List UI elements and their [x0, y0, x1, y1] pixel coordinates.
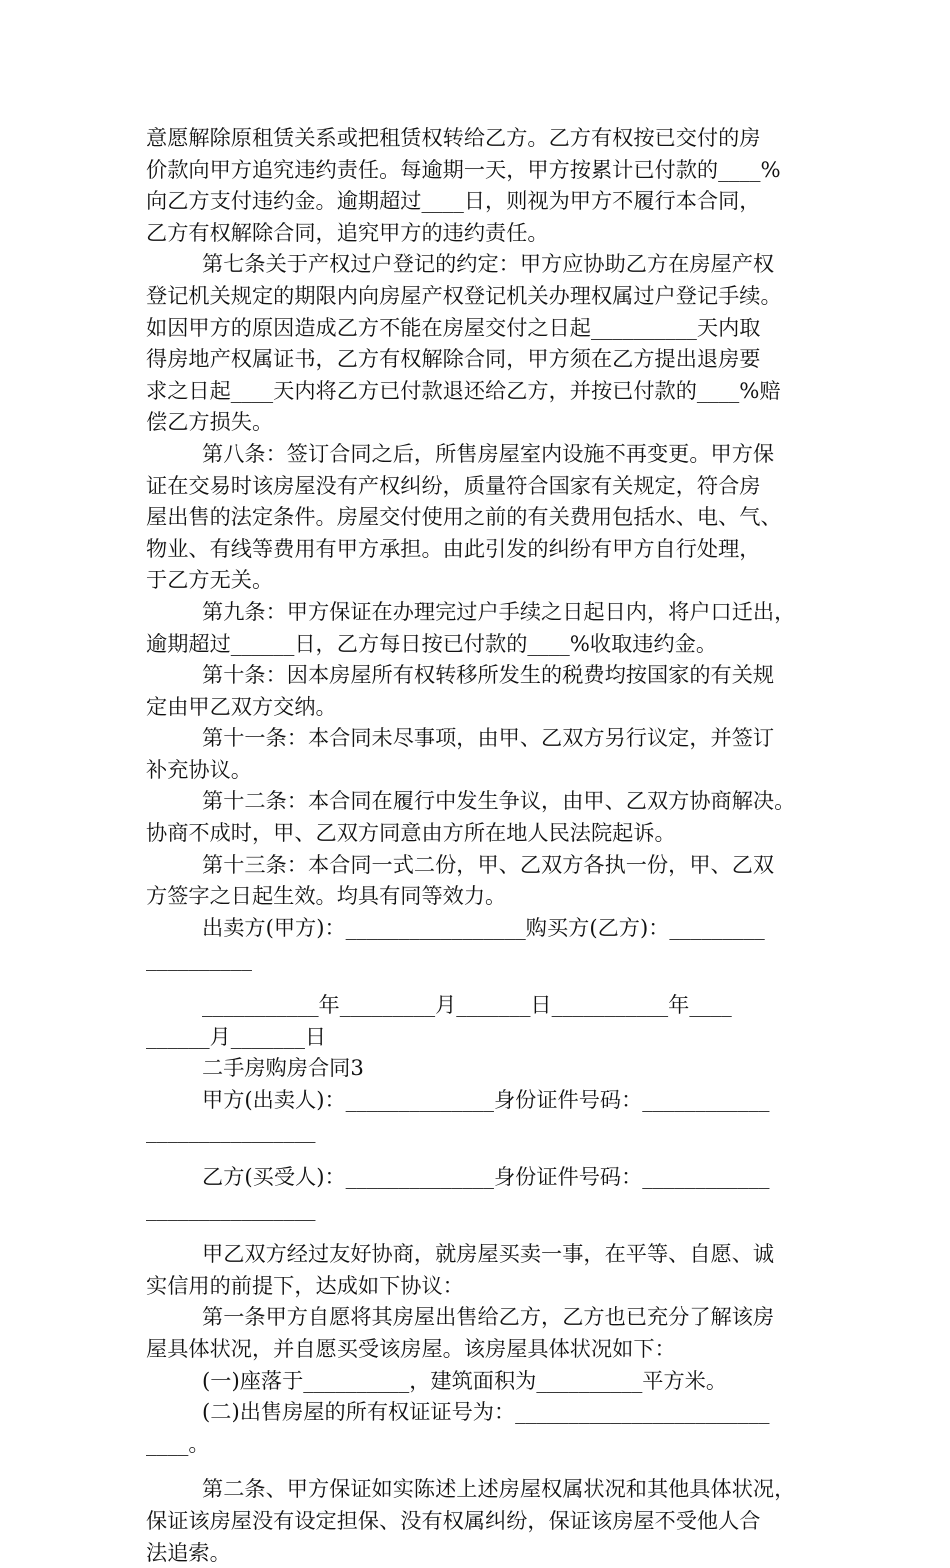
line-gap — [146, 1459, 810, 1473]
text-line: 方签字之日起生效。均具有同等效力。 — [146, 883, 507, 909]
text-line: 第八条：签订合同之后，所售房屋室内设施不再变更。甲方保 — [202, 440, 775, 466]
text-line: 第十条：因本房屋所有权转移所发生的税费均按国家的有关规 — [202, 662, 775, 688]
text-line: 价款向甲方追究违约责任。每逾期一天，甲方按累计已付款的____% — [146, 156, 781, 182]
text-line: 甲乙双方经过友好协商，就房屋买卖一事，在平等、自愿、诚 — [202, 1241, 775, 1267]
text-line: 第十二条：本合同在履行中发生争议，由甲、乙双方协商解决。 — [202, 788, 796, 814]
text-line: 如因甲方的原因造成乙方不能在房屋交付之日起__________天内取 — [146, 314, 761, 340]
text-line: __________ — [146, 946, 252, 972]
text-line: 第九条：甲方保证在办理完过户手续之日起日内，将户口迁出， — [202, 598, 796, 624]
text-line: (一)座落于__________，建筑面积为__________平方米。 — [202, 1367, 728, 1393]
text-line: (二)出售房屋的所有权证证号为：________________________ — [202, 1399, 770, 1425]
text-line: 第一条甲方自愿将其房屋出售给乙方，乙方也已充分了解该房 — [202, 1304, 775, 1330]
text-line: 出卖方(甲方)：_________________购买方(乙方)：_________ — [202, 914, 765, 940]
text-line: 协商不成时，甲、乙双方同意由方所在地人民法院起诉。 — [146, 820, 676, 846]
text-line: 乙方有权解除合同，追究甲方的违约责任。 — [146, 219, 549, 245]
contract-page — [146, 122, 810, 1568]
text-line: 向乙方支付违约金。逾期超过____日，则视为甲方不履行本合同， — [146, 188, 761, 214]
text-line: 逾期超过______日，乙方每日按已付款的____%收取违约金。 — [146, 630, 718, 656]
text-line: ___________年_________月_______日___________年____ — [202, 992, 732, 1018]
text-line: 偿乙方损失。 — [146, 409, 274, 435]
text-line: 求之日起____天内将乙方已付款退还给乙方，并按已付款的____%赔 — [146, 377, 781, 403]
text-line: 二手房购房合同3 — [202, 1055, 364, 1081]
line-gap — [146, 975, 810, 989]
text-line: ____。 — [146, 1430, 210, 1456]
text-line: 物业、有线等费用有甲方承担。由此引发的纠纷有甲方自行处理， — [146, 535, 761, 561]
text-line: 补充协议。 — [146, 756, 252, 782]
text-line: 第二条、甲方保证如实陈述上述房屋权属状况和其他具体状况， — [202, 1476, 796, 1502]
text-line: 于乙方无关。 — [146, 567, 274, 593]
text-line: 定由甲乙双方交纳。 — [146, 693, 337, 719]
line-gap — [146, 1147, 810, 1161]
text-line: 登记机关规定的期限内向房屋产权登记机关办理权属过户登记手续。 — [146, 282, 782, 308]
text-line: ________________ — [146, 1118, 316, 1144]
text-line: 屋出售的法定条件。房屋交付使用之前的有关费用包括水、电、气、 — [146, 504, 782, 530]
text-line: 屋具体状况，并自愿买受该房屋。该房屋具体状况如下： — [146, 1335, 676, 1361]
text-line: ______月_______日 — [146, 1023, 327, 1049]
text-line: ________________ — [146, 1195, 316, 1221]
text-line: 法追索。 — [146, 1539, 231, 1565]
text-line: 乙方(买受人)：______________身份证件号码：____________ — [202, 1164, 770, 1189]
text-line: 第十一条：本合同未尽事项，由甲、乙双方另行议定，并签订 — [202, 725, 775, 751]
line-gap — [146, 1224, 810, 1238]
text-line: 甲方(出卖人)：______________身份证件号码：____________ — [202, 1086, 770, 1112]
text-line: 证在交易时该房屋没有产权纠纷，质量符合国家有关规定，符合房 — [146, 472, 761, 498]
text-line: 保证该房屋没有设定担保、没有权属纠纷，保证该房屋不受他人合 — [146, 1507, 761, 1533]
text-line: 得房地产权属证书，乙方有权解除合同，甲方须在乙方提出退房要 — [146, 346, 761, 372]
text-line: 第七条关于产权过户登记的约定：甲方应协助乙方在房屋产权 — [202, 251, 775, 277]
text-line: 实信用的前提下，达成如下协议： — [146, 1272, 464, 1298]
text-line: 第十三条：本合同一式二份，甲、乙双方各执一份，甲、乙双 — [202, 851, 775, 877]
text-line: 意愿解除原租赁关系或把租赁权转给乙方。乙方有权按已交付的房 — [146, 125, 761, 150]
